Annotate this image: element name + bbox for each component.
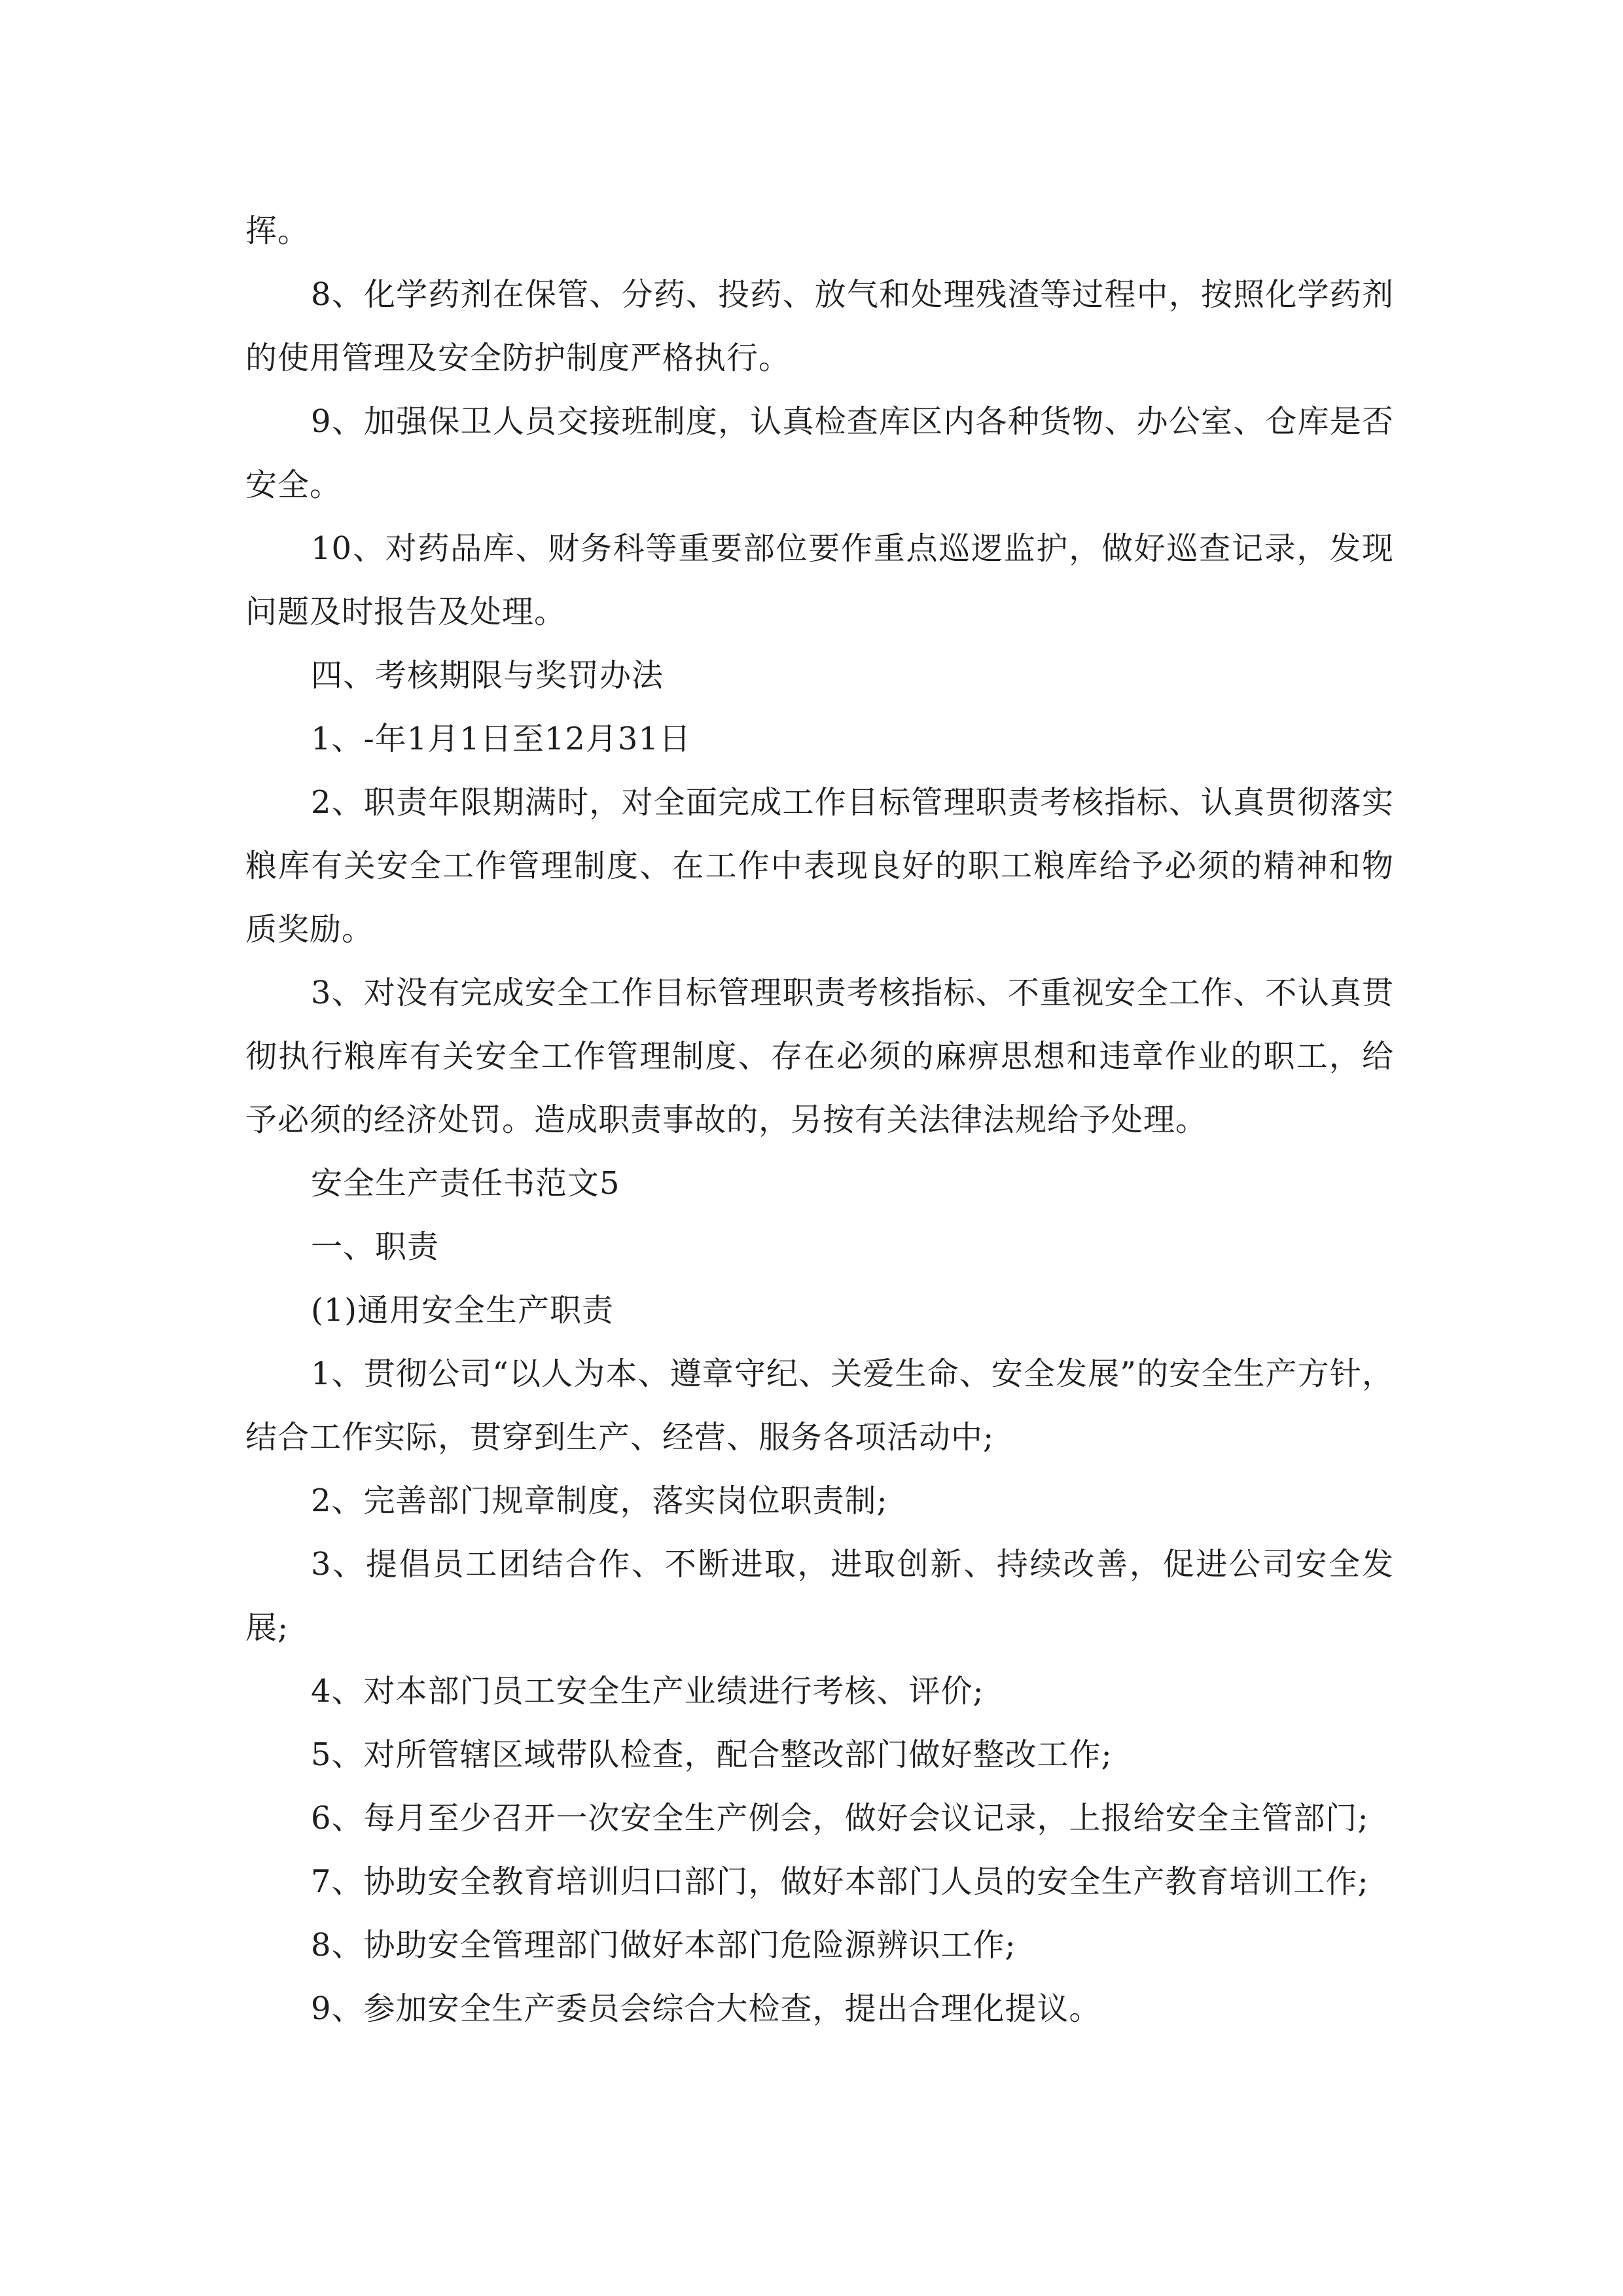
paragraph-duty-8: 8、协助安全管理部门做好本部门危险源辨识工作; <box>311 1927 1016 1964</box>
paragraph-item-10: 10、对药品库、财务科等重要部位要作重点巡逻监护，做好巡查记录，发现问题及时报告及处理。 <box>245 530 1394 630</box>
paragraph-duty-5: 5、对所管辖区域带队检查，配合整改部门做好整改工作; <box>311 1736 1113 1773</box>
document-body <box>245 200 1394 2041</box>
paragraph-duty-9: 9、参加安全生产委员会综合大检查，提出合理化提议。 <box>311 1990 1101 2027</box>
paragraph-duty-1: 1、贯彻公司“以人为本、遵章守纪、关爱生命、安全发展”的安全生产方针，结合工作实际，贯穿到生产、经营、服务各项活动中; <box>245 1355 1394 1456</box>
paragraph-duty-7: 7、协助安全教育培训归口部门，做好本部门人员的安全生产教育培训工作; <box>311 1863 1369 1900</box>
paragraph-assessment-3: 3、对没有完成安全工作目标管理职责考核指标、不重视安全工作、不认真贯彻执行粮库有关安全工作管理制度、存在必须的麻痹思想和违章作业的职工，给予必须的经济处罚。造成职责事故的，另按有关法律法规给予处理。 <box>245 975 1394 1138</box>
paragraph-item-8: 8、化学药剂在保管、分药、投药、放气和处理残渣等过程中，按照化学药剂的使用管理及安全防护制度严格执行。 <box>245 276 1394 376</box>
paragraph-assessment-1: 1、-年1月1日至12月31日 <box>311 721 691 757</box>
paragraph-duty-6: 6、每月至少召开一次安全生产例会，做好会议记录，上报给安全主管部门; <box>311 1800 1369 1837</box>
paragraph-item-9: 9、加强保卫人员交接班制度，认真检查库区内各种货物、办公室、仓库是否安全。 <box>245 403 1394 503</box>
paragraph-assessment-2: 2、职责年限期满时，对全面完成工作目标管理职责考核指标、认真贯彻落实粮库有关安全工作管理制度、在工作中表现良好的职工粮库给予必须的精神和物质奖励。 <box>245 784 1394 948</box>
paragraph-continuation: 挥。 <box>245 213 310 249</box>
section-heading-assessment: 四、考核期限与奖罚办法 <box>311 657 664 694</box>
paragraph-duty-3: 3、提倡员工团结合作、不断进取，进取创新、持续改善，促进公司安全发展; <box>245 1546 1394 1646</box>
section-heading-duties: 一、职责 <box>311 1229 440 1265</box>
paragraph-duty-4: 4、对本部门员工安全生产业绩进行考核、评价; <box>311 1673 984 1710</box>
paragraph-duty-2: 2、完善部门规章制度，落实岗位职责制; <box>311 1482 888 1519</box>
subsection-heading-general-duties: (1)通用安全生产职责 <box>311 1292 614 1329</box>
document-title-sample-5: 安全生产责任书范文5 <box>311 1165 620 1202</box>
